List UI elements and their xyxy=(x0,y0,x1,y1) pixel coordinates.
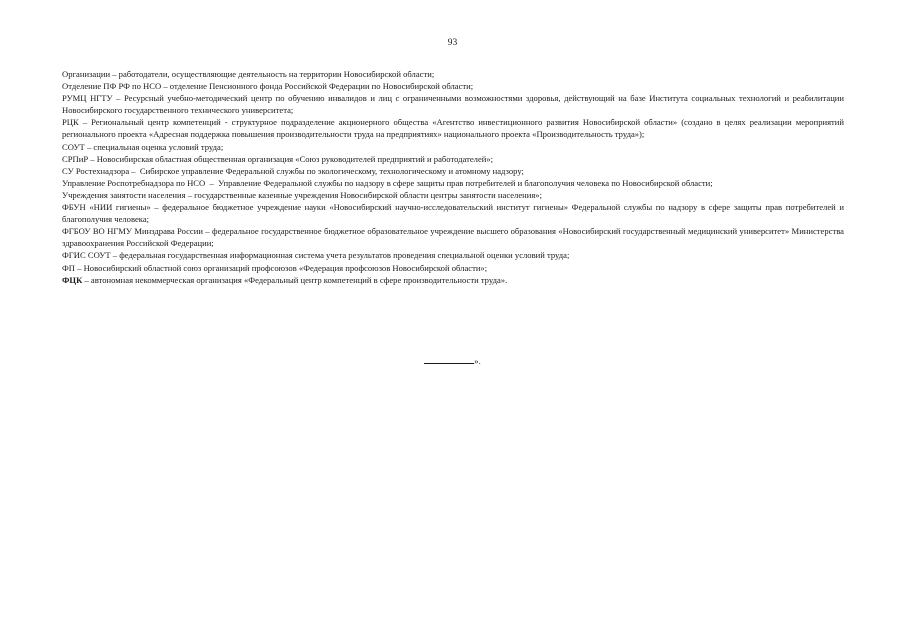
entry-separator: – xyxy=(75,262,84,273)
entry-separator: – xyxy=(112,93,125,104)
abbreviation-entry xyxy=(62,262,844,274)
abbreviation-definition: государственные казенные учреждения Новосибирской области центры занятости населения»; xyxy=(194,189,542,200)
abbreviation-definition: отделение Пенсионного фонда Российской Федерации по Новосибирской области; xyxy=(169,81,474,92)
abbreviation-entry xyxy=(62,116,844,140)
abbreviation-term: Управление Роспотребнадзора по НСО xyxy=(62,177,206,188)
entry-separator: – xyxy=(205,177,219,188)
abbreviation-entry xyxy=(62,249,844,261)
abbreviation-term: РУМЦ НГТУ xyxy=(62,93,113,104)
abbreviation-definition: федеральная государственная информационная система учета результатов проведения специальной оценки условий труда; xyxy=(119,250,570,261)
entry-separator: – xyxy=(82,274,91,285)
abbreviation-term: СОУТ xyxy=(62,141,85,152)
abbreviation-term: Организации xyxy=(62,69,111,79)
abbreviation-entry xyxy=(62,165,844,177)
abbreviation-term: ФГИС СОУТ xyxy=(62,250,111,261)
abbreviation-term: ФЦК xyxy=(62,274,83,285)
entry-separator: – xyxy=(129,165,140,176)
entry-separator: – xyxy=(110,250,120,261)
abbreviation-term: СРПиР xyxy=(62,153,89,164)
abbreviation-entry xyxy=(62,274,844,286)
abbreviation-entry xyxy=(62,225,844,249)
abbreviation-term: РЦК xyxy=(62,117,79,128)
abbreviation-term: ФБУН «НИИ гигиены» xyxy=(62,202,151,213)
abbreviation-entry xyxy=(62,189,844,201)
entry-separator: – xyxy=(161,81,170,92)
entry-separator: – xyxy=(88,153,97,164)
abbreviation-definition: Новосибирская областная общественная организация «Союз руководителей предприятий и работодателей»; xyxy=(96,153,494,164)
entry-separator: – xyxy=(150,202,163,213)
abbreviation-definition: федеральное государственное бюджетное образовательное учреждение высшего образования «Новосибирский государственный медицинский университет» Министерства здравоохранения Российской Федерации; xyxy=(62,226,845,249)
abbreviation-entry xyxy=(62,177,844,189)
abbreviation-term: Учреждения занятости населения xyxy=(62,189,186,200)
abbreviation-entry xyxy=(62,201,844,225)
abbreviation-entry xyxy=(62,68,844,80)
abbreviation-definition: работодатели, осуществляющие деятельность на территории Новосибирской области; xyxy=(118,69,435,79)
abbreviation-entry xyxy=(62,153,844,165)
abbreviation-definition: Управление Федеральной службы по надзору в сфере защиты прав потребителей и благополучия человека по Новосибирской области; xyxy=(218,177,713,188)
abbreviation-definition: автономная некоммерческая организация «Федеральный центр компетенций в сфере производительности труда». xyxy=(90,274,508,285)
abbreviation-definition: Региональный центр компетенций - структурное подразделение акционерного общества «Агентство инвестиционного развития Новосибирской области» (создано в целях реализации мероприятий регионального проекта «Адресная поддержка повышения производительности труда на предприятиях» национального проекта «Производительность труда»); xyxy=(62,117,844,140)
abbreviation-term: СУ Ростехнадзора xyxy=(62,165,130,176)
closing-suffix: ». xyxy=(474,356,481,366)
closing-mark xyxy=(0,354,905,366)
entry-separator: – xyxy=(110,69,119,79)
entry-separator: – xyxy=(202,226,213,237)
abbreviation-term: Отделение ПФ РФ по НСО xyxy=(62,81,162,92)
abbreviation-definition: федеральное бюджетное учреждение науки «Новосибирский научно-исследовательский институт гигиены» Федеральной службы по надзору в сфере защиты прав потребителей и благополучия человека; xyxy=(62,202,844,225)
abbreviation-definition: Новосибирский областной союз организаций профсоюзов «Федерация профсоюзов Новосибирской области»; xyxy=(83,262,488,273)
abbreviation-definition: Ресурсный учебно-методический центр по обучению инвалидов и лиц с ограниченными возможностями здоровья, действующий на базе Института социальных технологий и реабилитации Новосибирского государственного технического университета; xyxy=(62,93,844,116)
abbreviation-entry xyxy=(62,92,844,116)
abbreviation-definition: Сибирское управление Федеральной службы по экологическому, технологическому и атомному надзору; xyxy=(139,165,524,176)
entry-separator: – xyxy=(84,141,94,152)
entry-separator: – xyxy=(78,117,92,128)
signature-line xyxy=(424,354,474,364)
page-number: 93 xyxy=(447,38,458,48)
abbreviation-entry xyxy=(62,80,844,92)
abbreviations-list xyxy=(62,68,844,286)
abbreviation-entry xyxy=(62,141,844,153)
abbreviation-term: ФГБОУ ВО НГМУ Минздрава России xyxy=(62,226,203,237)
abbreviation-definition: специальная оценка условий труда; xyxy=(93,141,224,152)
entry-separator: – xyxy=(185,189,195,200)
abbreviation-term: ФП xyxy=(62,262,75,273)
